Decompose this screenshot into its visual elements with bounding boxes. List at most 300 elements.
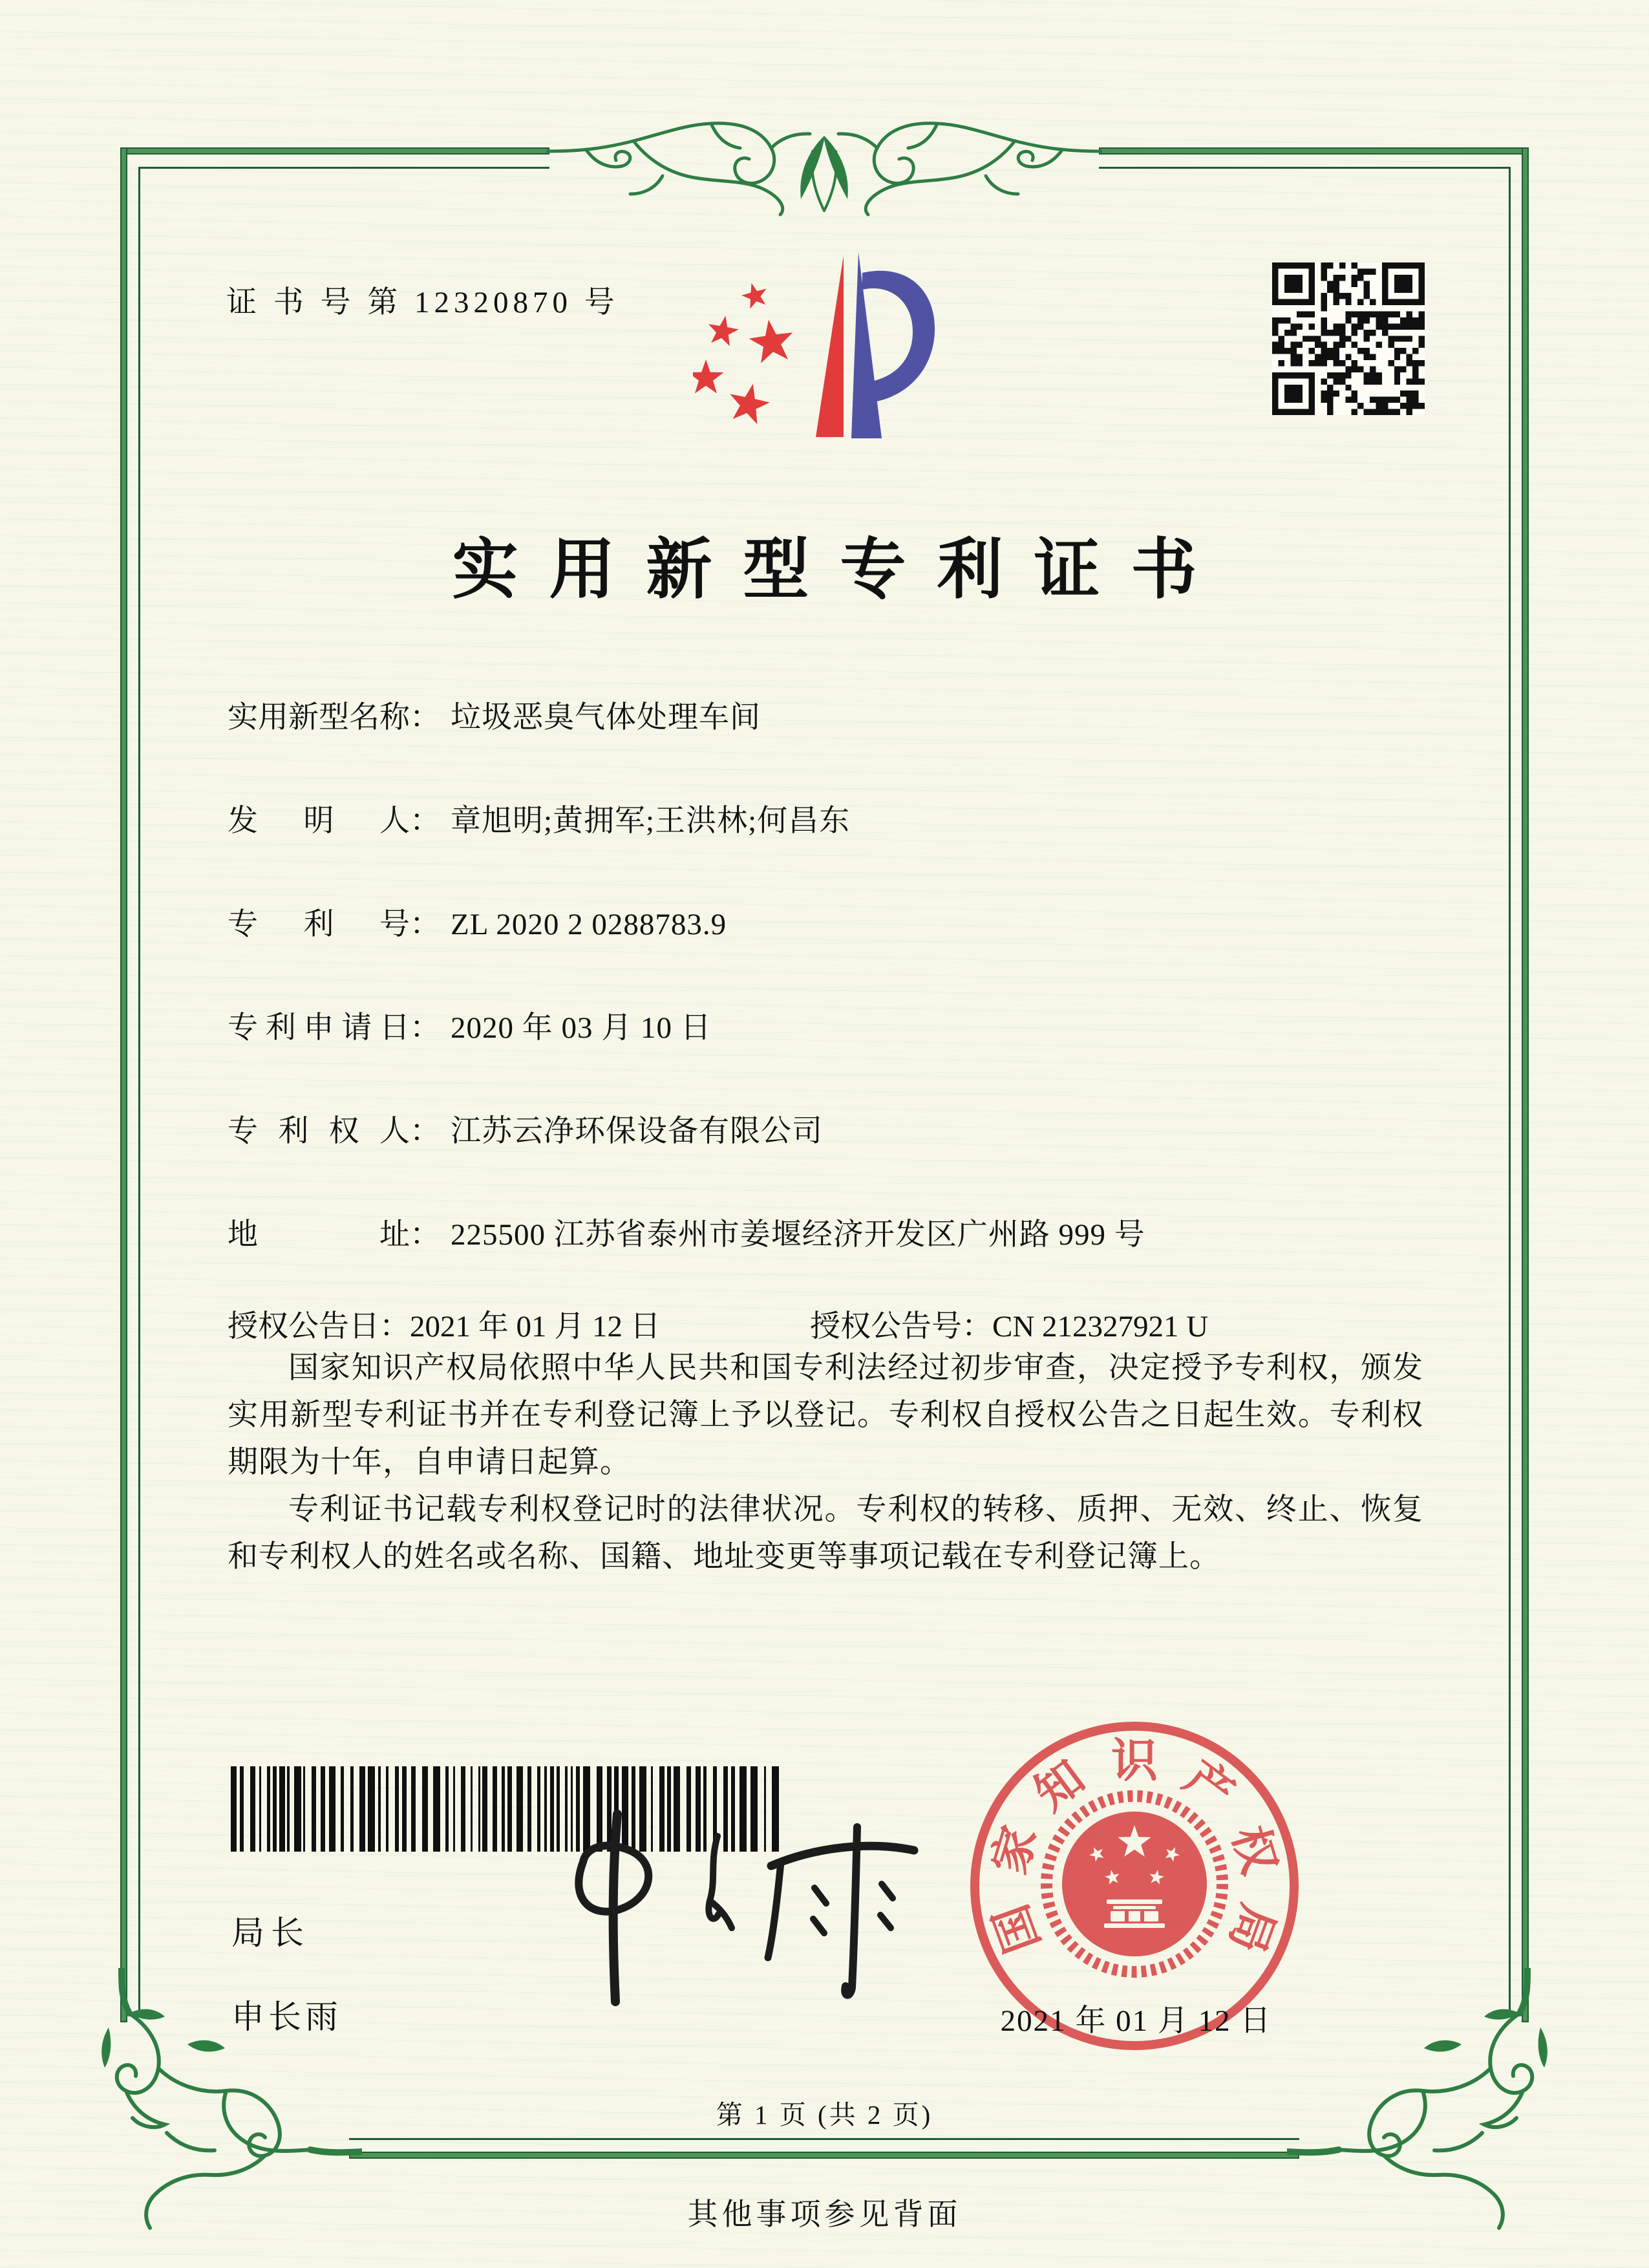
qr-module [1364, 268, 1370, 274]
qr-module [1321, 305, 1327, 311]
qr-module [1333, 378, 1339, 384]
barcode-bar [279, 1766, 285, 1852]
qr-module [1284, 330, 1290, 336]
qr-module [1370, 312, 1376, 317]
qr-module [1327, 330, 1333, 336]
qr-module [1321, 275, 1327, 281]
barcode-bar [329, 1766, 335, 1852]
qr-module [1364, 378, 1370, 384]
qr-module [1357, 317, 1363, 323]
qr-module [1333, 330, 1339, 336]
barcode-bar [303, 1766, 305, 1852]
qr-module [1419, 323, 1425, 329]
field-label: 专利申请日 [228, 1011, 410, 1045]
barcode-bar [368, 1766, 375, 1852]
inner-line-top-right [1099, 167, 1511, 169]
qr-module [1407, 312, 1412, 317]
qr-module [1327, 397, 1333, 403]
barcode-bar [461, 1766, 465, 1852]
field-value: 章旭明;黄拥军;王洪林;何昌东 [451, 804, 851, 838]
field-label: 实用新型名称 [228, 701, 410, 734]
field-label: 发明人 [228, 804, 410, 838]
qr-module [1333, 287, 1339, 293]
barcode-bar [516, 1766, 523, 1852]
qr-module [1357, 403, 1363, 409]
qr-module [1382, 312, 1388, 317]
qr-module [1339, 372, 1345, 378]
qr-module [1272, 317, 1278, 323]
qr-module [1412, 372, 1418, 378]
qr-module [1333, 390, 1339, 396]
qr-module [1419, 360, 1425, 366]
barcode-bar [478, 1766, 480, 1852]
qr-module [1407, 403, 1412, 409]
qr-module [1345, 385, 1351, 390]
star-icon [741, 283, 767, 309]
qr-module [1321, 348, 1327, 354]
qr-module [1407, 397, 1412, 403]
qr-module [1303, 336, 1308, 341]
qr-module [1339, 360, 1345, 366]
border-ornament-top-icon [546, 114, 1102, 220]
border-bottom [349, 2152, 1299, 2159]
qr-module [1407, 360, 1412, 366]
barcode-bar [445, 1766, 449, 1852]
qr-module [1297, 360, 1303, 366]
qr-module [1333, 342, 1339, 348]
qr-module [1272, 330, 1278, 336]
barcode-bar [422, 1766, 428, 1852]
barcode-bar [350, 1766, 354, 1852]
qr-module [1364, 354, 1370, 360]
qr-module [1345, 293, 1351, 299]
border-top-left-segment [120, 147, 549, 155]
qr-module [1327, 287, 1333, 293]
qr-module [1290, 360, 1296, 366]
qr-module [1339, 275, 1345, 281]
qr-module [1407, 378, 1412, 384]
border-left [120, 147, 127, 2022]
qr-module [1327, 390, 1333, 396]
qr-module [1388, 323, 1394, 329]
qr-module [1376, 378, 1381, 384]
qr-module [1419, 312, 1425, 317]
qr-module [1419, 403, 1425, 409]
barcode-bar [402, 1766, 407, 1852]
qr-module [1321, 268, 1327, 274]
qr-module [1321, 330, 1327, 336]
qr-module [1394, 323, 1400, 329]
border-right [1522, 147, 1529, 2022]
grant-number [810, 1302, 1208, 1345]
qr-module [1345, 366, 1351, 372]
seal-character: 知 [1025, 1751, 1094, 1821]
qr-module [1333, 348, 1339, 354]
qr-module [1370, 330, 1376, 336]
qr-module [1419, 317, 1425, 323]
qr-module [1412, 378, 1418, 384]
qr-module [1333, 360, 1339, 366]
star-icon [730, 384, 769, 424]
qr-module [1376, 397, 1381, 403]
qr-module [1412, 360, 1418, 366]
qr-module [1412, 403, 1418, 409]
colon: ： [410, 701, 440, 734]
officer-name: 申长雨 [231, 2000, 343, 2036]
qr-module [1394, 275, 1412, 293]
qr-module [1400, 348, 1406, 354]
qr-module [1376, 323, 1381, 329]
qr-module [1321, 378, 1327, 384]
qr-module [1333, 323, 1339, 329]
qr-module [1327, 348, 1333, 354]
field-value: 垃圾恶臭气体处理车间 [451, 701, 761, 734]
barcode-bar [259, 1766, 261, 1852]
qr-module [1370, 397, 1376, 403]
barcode-bar [544, 1766, 547, 1852]
qr-module [1376, 317, 1381, 323]
qr-module [1297, 354, 1303, 360]
barcode-bar [527, 1766, 531, 1852]
qr-module [1370, 409, 1376, 415]
inner-line-top-left [138, 167, 549, 169]
qr-module [1284, 275, 1303, 293]
qr-module [1278, 317, 1284, 323]
qr-module [1333, 281, 1339, 286]
qr-module [1394, 397, 1400, 403]
qr-module [1407, 317, 1412, 323]
qr-module [1412, 390, 1418, 396]
field-row [228, 1210, 1456, 1314]
qr-module [1272, 342, 1278, 348]
barcode-bar [341, 1766, 344, 1852]
seal-character: 局 [1219, 1898, 1284, 1960]
qr-module [1376, 342, 1381, 348]
inner-line-right [1509, 167, 1511, 2016]
qr-module [1419, 342, 1425, 348]
barcode-bar [294, 1766, 301, 1852]
qr-module [1352, 342, 1357, 348]
field-value: 2020 年 03 月 10 日 [451, 1011, 712, 1045]
field-row [228, 1107, 1456, 1210]
qr-module [1327, 385, 1333, 390]
grant-date-label: 授权公告日 [228, 1310, 379, 1343]
qr-module [1321, 293, 1327, 299]
qr-module [1357, 323, 1363, 329]
barcode-bar [378, 1766, 381, 1852]
certificate-title: 实用新型专利证书 [452, 534, 1228, 607]
qr-module [1394, 372, 1400, 378]
qr-module [1394, 354, 1400, 360]
barcode-bar [471, 1766, 473, 1852]
qr-module [1321, 317, 1327, 323]
qr-module [1400, 366, 1406, 372]
qr-module [1357, 299, 1363, 305]
qr-module [1327, 372, 1333, 378]
qr-module [1345, 397, 1351, 403]
field-label: 专利号 [228, 908, 410, 941]
qr-module [1327, 403, 1333, 409]
qr-module [1339, 342, 1345, 348]
qr-module [1309, 312, 1315, 317]
qr-module [1321, 354, 1327, 360]
qr-module [1345, 372, 1351, 378]
grant-date [228, 1302, 661, 1345]
grant-number-label: 授权公告号 [810, 1310, 962, 1343]
qr-module [1370, 366, 1376, 372]
qr-module [1400, 336, 1406, 341]
qr-module [1345, 299, 1351, 305]
qr-module [1278, 360, 1284, 366]
barcode-bar [321, 1766, 325, 1852]
qr-module [1309, 323, 1315, 329]
qr-module [1297, 342, 1303, 348]
qr-module [1364, 336, 1370, 341]
qr-module [1400, 323, 1406, 329]
qr-module [1352, 330, 1357, 336]
barcode-bar [411, 1766, 416, 1852]
qr-module [1407, 409, 1412, 415]
qr-module [1352, 397, 1357, 403]
qr-code [1272, 262, 1425, 415]
grant-date-value: 2021 年 01 月 12 日 [410, 1310, 661, 1343]
qr-module [1352, 360, 1357, 366]
qr-module [1382, 409, 1388, 415]
qr-module [1364, 312, 1370, 317]
qr-module [1290, 342, 1296, 348]
qr-module [1309, 336, 1315, 341]
qr-module [1370, 372, 1376, 378]
qr-module [1382, 317, 1388, 323]
barcode-bar [395, 1766, 399, 1852]
qr-module [1394, 409, 1400, 415]
qr-module [1388, 397, 1394, 403]
qr-module [1412, 317, 1418, 323]
qr-module [1412, 323, 1418, 329]
qr-module [1290, 323, 1296, 329]
colon: ： [379, 1310, 410, 1343]
qr-module [1412, 366, 1418, 372]
colon: ： [410, 1115, 440, 1148]
qr-module [1419, 378, 1425, 384]
star-icon [708, 316, 739, 346]
page-number: 第 1 页 (共 2 页) [716, 2100, 933, 2130]
field-value: 225500 江苏省泰州市姜堰经济开发区广州路 999 号 [451, 1218, 1145, 1252]
qr-module [1352, 275, 1357, 281]
qr-module [1388, 360, 1394, 366]
qr-module [1352, 323, 1357, 329]
colon: ： [410, 1011, 440, 1045]
qr-module [1357, 366, 1363, 372]
qr-module [1388, 336, 1394, 341]
inner-line-bottom [349, 2138, 1299, 2140]
qr-module [1321, 397, 1327, 403]
barcode-bar [312, 1766, 316, 1852]
qr-module [1333, 372, 1339, 378]
qr-module [1345, 312, 1351, 317]
barcode-bar [359, 1766, 365, 1852]
qr-module [1352, 281, 1357, 286]
legal-paragraph: 国家知识产权局依照中华人民共和国专利法经过初步审查，决定授予专利权，颁发实用新型专利证书并在专利登记簿上予以登记。专利权自授权公告之日起生效。专利权期限为十年，自申请日起算。 [228, 1351, 1423, 1479]
star-icon [749, 319, 793, 363]
qr-module [1327, 281, 1333, 286]
legal-paragraph: 专利证书记载专利权登记时的法律状况。专利权的转移、质押、无效、终止、恢复和专利权人的姓名或名称、国籍、地址变更等事项记载在专利登记簿上。 [228, 1493, 1423, 1574]
qr-module [1327, 409, 1333, 415]
barcode-bar [267, 1766, 270, 1852]
field-value: ZL 2020 2 0288783.9 [451, 908, 727, 941]
qr-module [1394, 378, 1400, 384]
officer-title: 局长 [231, 1916, 311, 1952]
qr-module [1376, 372, 1381, 378]
star-icon [693, 359, 724, 393]
qr-module [1321, 299, 1327, 305]
qr-module [1345, 336, 1351, 341]
qr-module [1382, 397, 1388, 403]
colon: ： [962, 1310, 992, 1343]
qr-module [1297, 312, 1303, 317]
qr-module [1412, 348, 1418, 354]
qr-module [1412, 397, 1418, 403]
qr-module [1382, 330, 1388, 336]
qr-module [1364, 348, 1370, 354]
qr-module [1272, 323, 1278, 329]
qr-module [1339, 262, 1345, 268]
qr-module [1394, 312, 1400, 317]
seal-character: 识 [1111, 1735, 1158, 1787]
qr-module [1394, 348, 1400, 354]
qr-module [1333, 299, 1339, 305]
qr-module [1364, 281, 1370, 286]
qr-module [1388, 342, 1394, 348]
qr-module [1284, 317, 1290, 323]
qr-module [1419, 336, 1425, 341]
cnipa-logo-icon [693, 246, 939, 446]
qr-module [1382, 403, 1388, 409]
qr-module [1333, 293, 1339, 299]
qr-module [1297, 323, 1303, 329]
barcode-bar [507, 1766, 512, 1852]
qr-module [1278, 342, 1284, 348]
qr-module [1303, 312, 1308, 317]
field-row [228, 797, 1456, 900]
qr-module [1284, 348, 1290, 354]
qr-module [1339, 330, 1345, 336]
qr-module [1284, 385, 1303, 403]
seal-character: 国 [984, 1898, 1050, 1960]
qr-module [1339, 293, 1345, 299]
seal-character: 权 [1222, 1820, 1286, 1880]
qr-module [1278, 336, 1284, 341]
qr-module [1364, 372, 1370, 378]
qr-module [1339, 336, 1345, 341]
colon: ： [410, 1218, 440, 1252]
qr-module [1327, 262, 1333, 268]
qr-module [1370, 354, 1376, 360]
field-label: 专利权人 [228, 1115, 410, 1148]
qr-module [1352, 409, 1357, 415]
qr-module [1315, 360, 1321, 366]
qr-module [1376, 312, 1381, 317]
qr-module [1290, 354, 1296, 360]
qr-module [1400, 317, 1406, 323]
barcode-bar [231, 1766, 237, 1852]
qr-module [1315, 354, 1321, 360]
colon: ： [410, 908, 440, 941]
qr-module [1333, 354, 1339, 360]
qr-module [1321, 342, 1327, 348]
qr-module [1357, 268, 1363, 274]
qr-module [1315, 342, 1321, 348]
seal-character: 家 [983, 1820, 1047, 1880]
qr-module [1309, 360, 1315, 366]
qr-module [1407, 354, 1412, 360]
qr-module [1352, 366, 1357, 372]
qr-module [1290, 348, 1296, 354]
qr-module [1357, 312, 1363, 317]
barcode-bar [550, 1766, 554, 1852]
qr-module [1376, 409, 1381, 415]
legal-text [228, 1345, 1423, 1581]
barcode-bar [240, 1766, 244, 1852]
field-row [228, 1003, 1456, 1107]
qr-module [1400, 403, 1406, 409]
qr-module [1345, 317, 1351, 323]
field-value: 江苏云净环保设备有限公司 [451, 1115, 823, 1148]
qr-module [1315, 336, 1321, 341]
qr-module [1388, 409, 1394, 415]
barcode-bar [287, 1766, 290, 1852]
qr-module [1400, 390, 1406, 396]
seal-character: 产 [1175, 1751, 1244, 1821]
grant-number-value: CN 212327921 U [992, 1310, 1209, 1343]
qr-module [1394, 336, 1400, 341]
qr-module [1376, 403, 1381, 409]
qr-module [1364, 409, 1370, 415]
qr-module [1278, 348, 1284, 354]
qr-module [1290, 330, 1296, 336]
inner-line-left [138, 167, 140, 2016]
qr-module [1345, 354, 1351, 360]
qr-module [1364, 293, 1370, 299]
qr-module [1339, 323, 1345, 329]
qr-module [1352, 312, 1357, 317]
barcode-bar [502, 1766, 505, 1852]
barcode-bar [250, 1766, 255, 1852]
border-top-right-segment [1099, 147, 1529, 155]
colon: ： [410, 804, 440, 838]
qr-module [1370, 299, 1376, 305]
barcode-bar [433, 1766, 440, 1852]
qr-module [1407, 390, 1412, 396]
barcode-bar [493, 1766, 497, 1852]
qr-module [1352, 390, 1357, 396]
field-list [228, 693, 1456, 1314]
barcode-bar [482, 1766, 487, 1852]
qr-module [1339, 378, 1345, 384]
qr-module [1370, 378, 1376, 384]
qr-module [1321, 262, 1327, 268]
field-label: 地址 [228, 1218, 410, 1252]
qr-module [1407, 323, 1412, 329]
qr-module [1333, 275, 1339, 281]
qr-module [1388, 312, 1394, 317]
qr-module [1364, 287, 1370, 293]
qr-module [1357, 348, 1363, 354]
qr-module [1370, 268, 1376, 274]
barcode-bar [273, 1766, 277, 1852]
field-row [228, 900, 1456, 1003]
seal-date: 2021 年 01 月 12 日 [1000, 2004, 1272, 2038]
